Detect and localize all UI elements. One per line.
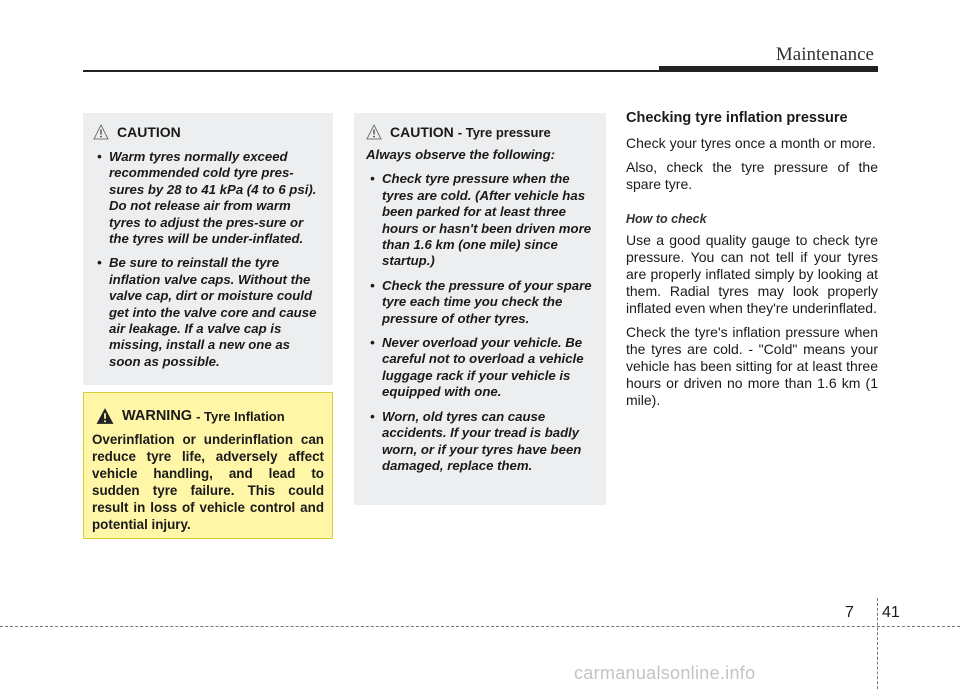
paragraph: Check your tyres once a month or more. — [626, 135, 876, 151]
right-column — [626, 110, 878, 416]
page-number: 41 — [882, 604, 900, 621]
warning-title: WARNING - Tyre Inflation — [92, 407, 324, 425]
caution-list-left — [93, 149, 324, 370]
caution-list-mid — [366, 171, 597, 474]
caution-box-tyre-pressure — [354, 113, 606, 505]
caution-intro: Always observe the following: — [366, 147, 556, 162]
caution-box-left — [83, 113, 333, 385]
footer-rule — [0, 626, 960, 627]
paragraph: Also, check the tyre pressure of the spare tyre. — [626, 159, 878, 192]
caution-item: • Never overload your vehicle. Be careful not to overload a vehicle luggage rack if your vehicle is equipped with one. — [366, 335, 597, 401]
caution-item: • Check the pressure of your spare tyre each time you check the pressure of other tyres. — [366, 278, 597, 327]
header-bar — [659, 66, 878, 72]
section-heading: Checking tyre inflation pressure — [626, 110, 848, 126]
warning-triangle-icon — [96, 407, 114, 425]
paragraph: Check the tyre's inflation pressure when the tyres are cold. - "Cold" means your vehicle has been sitting for at least three hours or driven no more than 1.6 km (1 mile). — [626, 324, 878, 408]
subheading: How to check — [626, 212, 707, 226]
caution-triangle-icon — [366, 124, 382, 140]
caution-title-left: CAUTION — [93, 123, 324, 141]
caution-title-mid: CAUTION - Tyre pressure — [366, 123, 597, 141]
caution-item: • Check tyre pressure when the tyres are cold. (After vehicle has been parked for at least three hours or hasn't been driven more than 1.6 km (one mile) since startup.) — [366, 171, 597, 269]
caution-triangle-icon — [93, 124, 109, 140]
header-rule — [83, 70, 659, 72]
header-title: Maintenance — [775, 44, 874, 65]
caution-item: • Worn, old tyres can cause accidents. If your tread is badly worn, or if your tyres have been damaged, replace them. — [366, 409, 597, 475]
caution-item: • Warm tyres normally exceed recommended cold tyre pres-sures by 28 to 41 kPa (4 to 6 psi). Do not release air from warm tyres to adjust the pres-sure or the tyres will be under-inflated. — [93, 149, 324, 247]
caution-item: • Be sure to reinstall the tyre inflation valve caps. Without the valve cap, dirt or moisture could get into the valve core and cause air leakage. If a valve cap is missing, install a new one as soon as possible. — [93, 255, 324, 370]
warning-box — [83, 392, 333, 539]
warning-body: Overinflation or underinflation can reduce tyre life, adversely affect vehicle handling, and lead to sudden tyre failure. This could result in loss of vehicle control and potential injury. — [92, 432, 324, 532]
chapter-number: 7 — [845, 604, 854, 621]
paragraph: Use a good quality gauge to check tyre pressure. You can not tell if your tyres are properly inflated simply by looking at them. Radial tyres may look properly inflated even when they're underinflated. — [626, 232, 878, 316]
watermark: carmanualsonline.info — [574, 663, 756, 683]
footer-divider — [877, 598, 878, 689]
